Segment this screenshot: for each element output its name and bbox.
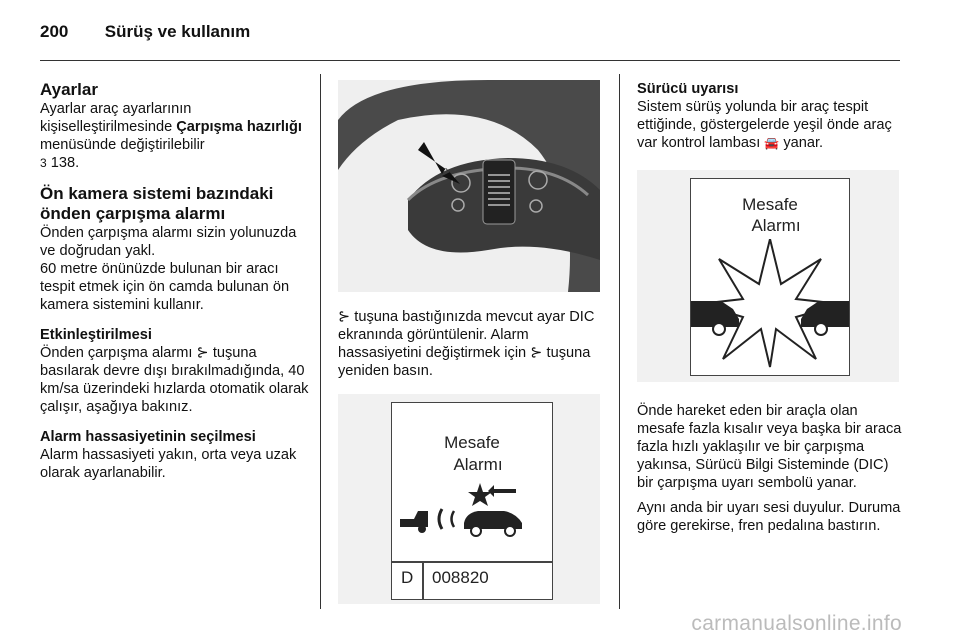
fcw-button-icon: ⊱ bbox=[530, 345, 543, 361]
collision-warning-illustration bbox=[637, 170, 899, 382]
page-ref: 138. bbox=[50, 155, 80, 171]
driver-alert-heading: Sürücü uyarısı bbox=[637, 81, 739, 97]
dic-code-letter: D bbox=[401, 568, 414, 587]
fcw-heading: Ön kamera sistemi bazındaki önden çarpışma alarmı bbox=[40, 184, 274, 223]
fcw-button-icon: ⊱ bbox=[196, 345, 209, 361]
settings-heading: Ayarlar bbox=[40, 80, 98, 99]
dic-panel: Mesafe Alarmı D 008820 bbox=[391, 402, 553, 600]
column-1 bbox=[40, 80, 310, 482]
steering-wheel-illustration bbox=[338, 80, 600, 292]
fcw-button-icon: ⊱ bbox=[338, 309, 351, 325]
settings-paragraph: Ayarlar araç ayarlarının kişiselleştirilmesinde Çarpışma hazırlığı menüsünde değiştirilebilir 3 138. bbox=[40, 101, 302, 171]
collision-alert-icon bbox=[392, 481, 552, 541]
driver-alert-paragraph: Sistem sürüş yolunda bir araç tespit ettiğinde, göstergelerde yeşil önde araç var kontrol lambası 🚘 yanar. bbox=[637, 99, 892, 151]
dic-caption: ⊱ tuşuna bastığınızda mevcut ayar DIC ekranında görüntülenir. Alarm hassasiyetini değiştirmek için ⊱ tuşuna yeniden basın. bbox=[338, 309, 595, 379]
page-header bbox=[40, 22, 250, 42]
vehicle-ahead-icon: 🚘 bbox=[764, 136, 780, 150]
warning-panel: Mesafe Alarmı bbox=[690, 178, 850, 376]
page-number: 200 bbox=[40, 22, 69, 41]
collision-star-icon bbox=[691, 239, 849, 369]
dic-code: 008820 bbox=[432, 568, 489, 587]
column-divider-2 bbox=[619, 74, 620, 609]
section-title: Sürüş ve kullanım bbox=[104, 22, 251, 41]
panel-divider bbox=[392, 561, 552, 563]
page-ref-arrow-icon: 3 bbox=[40, 156, 47, 170]
warning-paragraph-1: Önde hareket eden bir araçla olan mesafe fazla kısalır veya başka bir araca fazla hızlı yaklaşılır ve bir çarpışma yakınsa, Sürücü Bilgi Sisteminde (DIC) bir çarpışma uyarı sembolü yanar. bbox=[637, 403, 902, 491]
activation-heading: Etkinleştirilmesi bbox=[40, 327, 152, 343]
column-2 bbox=[338, 80, 606, 604]
sensitivity-paragraph: Alarm hassasiyeti yakın, orta veya uzak olarak ayarlanabilir. bbox=[40, 447, 297, 481]
dic-display-illustration bbox=[338, 394, 600, 604]
sensitivity-heading: Alarm hassasiyetinin seçilmesi bbox=[40, 429, 256, 445]
warning-paragraph-2: Aynı anda bir uyarı sesi duyulur. Duruma göre gerekirse, fren pedalına bastırın. bbox=[637, 500, 901, 534]
header-divider bbox=[40, 60, 900, 61]
steering-wheel-icon bbox=[338, 80, 600, 292]
watermark: carmanualsonline.info bbox=[691, 612, 902, 635]
fcw-paragraph: Önden çarpışma alarmı sizin yolunuzda ve doğrudan yakl. 60 metre önünüzde bulunan bir aracı tespit etmek için ön camda bulunan ön kamera sistemini kullanır. bbox=[40, 225, 297, 313]
panel-divider bbox=[422, 561, 424, 599]
column-3 bbox=[637, 80, 907, 535]
menu-name: Çarpışma hazırlığı bbox=[176, 119, 302, 135]
activation-paragraph: Önden çarpışma alarmı ⊱ tuşuna basılarak devre dışı bırakılmadığında, 40 km/sa üzerindeki hızlarda otomatik olarak çalışır, aşağıya bakınız. bbox=[40, 345, 309, 415]
column-divider-1 bbox=[320, 74, 321, 609]
